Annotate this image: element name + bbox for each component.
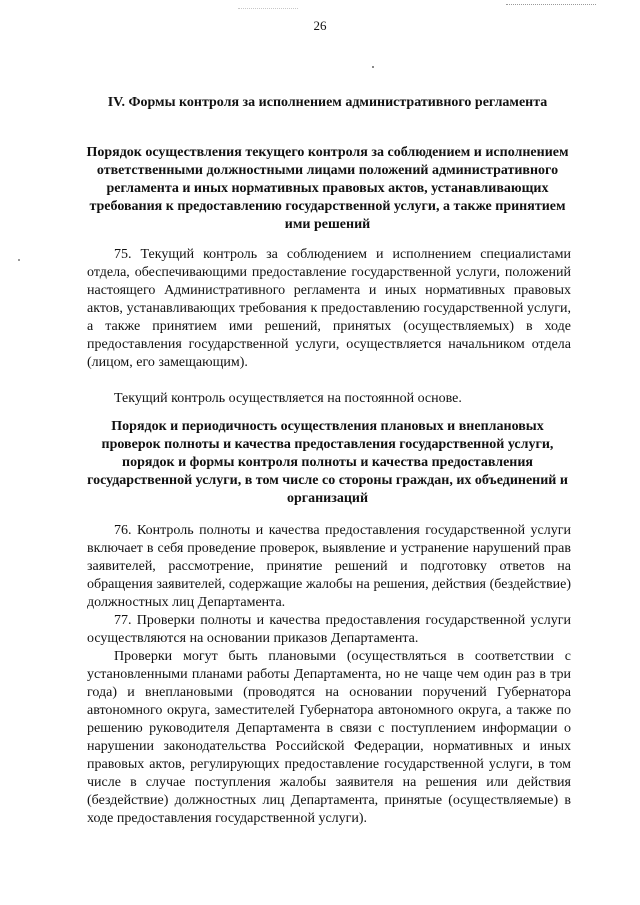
paragraph-76: 76. Контроль полноты и качества предоставления государственной услуги включает в себя проведение проверок, выявление и устранение нарушений прав заявителей, рассмотрение, принятие решений и подготовку ответов на обращения заявителей, содержащие жалобы на решения, действия (бездействие) должностных лиц Департамента. [87,523,571,610]
page-number: 26 [313,18,327,33]
paragraph-77: 77. Проверки полноты и качества предоставления государственной услуги осуществляются на основании приказов Департамента. [87,613,571,646]
subheading-current-control: Порядок осуществления текущего контроля за соблюдением и исполнением ответственными должностными лицами положений административного регламента и иных нормативных правовых актов, устанавливающих требования к предоставлению государственной услуги, а также принятием ими решений [86,145,569,232]
paragraph-75: 75. Текущий контроль за соблюдением и исполнением специалистами отдела, обеспечивающими предоставление государственной услуги, положений настоящего Административного регламента и иных нормативных правовых актов, устанавливающих требования к предоставлению государственной услуги, а также принятием ими решений, принятых (осуществляемых) в ходе предоставления государственной услуги, осуществляется начальником отдела (лицом, его замещающим). [87,247,571,370]
scan-speck [18,259,20,261]
subheading-inspections: Порядок и периодичность осуществления плановых и внеплановых проверок полноты и качества предоставления государственной услуги, порядок и формы контроля полноты и качества предоставления государственной услуги, в том числе со стороны граждан, их объединений и организаций [87,419,568,506]
paragraph-75-continuation: Текущий контроль осуществляется на постоянной основе. [114,391,462,406]
scan-artifact [238,8,298,10]
section-title: IV. Формы контроля за исполнением административного регламента [107,95,548,110]
scan-artifact [506,4,596,8]
scan-speck [372,66,374,68]
paragraph-77-continuation: Проверки могут быть плановыми (осуществляться в соответствии с установленными планами работы Департамента, но не чаще чем один раз в три года) и внеплановыми (проводятся на основании поручений Губернатора автономного округа, заместителей Губернатора автономного округа, а также по решению руководителя Департамента в связи с поступлением информации о нарушении законодательства Российской Федерации, нормативных и иных правовых актов, регулирующих предоставление государственной услуги, в том числе в случае поступления жалобы заявителя на решения или действия (бездействие) должностных лиц Департамента, принятые (осуществляемые) в ходе предоставления государственной услуги). [87,649,571,826]
